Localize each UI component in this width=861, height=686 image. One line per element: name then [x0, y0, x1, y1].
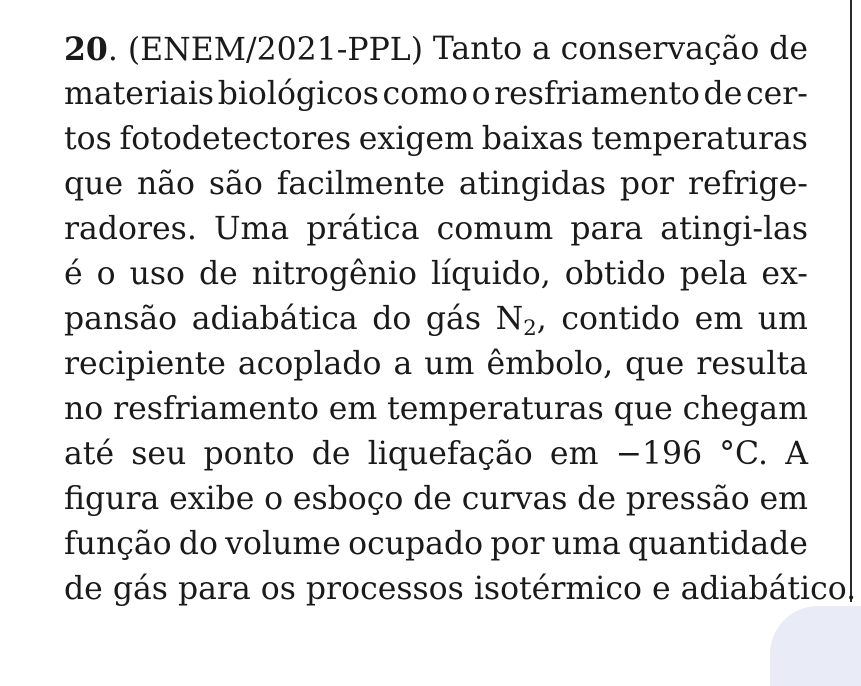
word: refrige- [687, 166, 808, 202]
word: em [759, 481, 808, 517]
word: exigem [358, 121, 474, 157]
word: de [199, 256, 238, 292]
word: no [64, 391, 104, 427]
word: que [613, 391, 673, 427]
question-text [64, 27, 857, 612]
word: como [382, 76, 468, 112]
question-source: (ENEM/2021-PPL) [127, 32, 423, 68]
word: o [471, 76, 491, 112]
word: Uma [213, 211, 290, 247]
text-line-5 [64, 207, 808, 252]
text-line-4 [64, 162, 808, 207]
word: resfriamento [494, 76, 700, 112]
word: obtido [564, 256, 666, 292]
text-line-6 [64, 252, 808, 297]
word: do [178, 526, 218, 562]
word: resfriamento [113, 391, 319, 427]
word: ex- [761, 256, 808, 292]
word: adiabática [191, 301, 358, 337]
chemical-formula [496, 297, 547, 342]
word: comum [436, 211, 554, 247]
formula-subscript: 2 [523, 315, 537, 341]
word: esboço [292, 481, 404, 517]
word: temperaturas [591, 121, 808, 157]
word: a [531, 31, 551, 67]
word: ocupado [348, 526, 484, 562]
word: liquefação [367, 436, 533, 472]
word: gás [425, 301, 482, 337]
word: volume [225, 526, 341, 562]
word: Tanto [432, 31, 523, 67]
word: são [208, 166, 263, 202]
word: exibe [169, 481, 255, 517]
question-number: 20 [64, 31, 108, 68]
word: por [619, 166, 675, 202]
word: quantidade [627, 526, 808, 562]
word: figura [64, 481, 160, 517]
word: de [577, 481, 616, 517]
word: para [570, 211, 644, 247]
text-line-12 [64, 522, 808, 567]
right-border-line [850, 0, 852, 602]
word: um [424, 346, 475, 382]
word: até [64, 436, 115, 472]
text-line-8 [64, 342, 808, 387]
text-line-1 [64, 27, 808, 72]
word: uma [551, 526, 621, 562]
word: baixas [481, 121, 584, 157]
word: pressão [625, 481, 750, 517]
word: líquido, [430, 256, 551, 292]
word: o [264, 481, 284, 517]
temperature-unit: °C. [719, 436, 769, 472]
word: pansão [64, 301, 178, 337]
word: uso [129, 256, 186, 292]
word: conservação [560, 31, 760, 67]
word: materiais [64, 76, 215, 112]
word: atingi-las [660, 211, 808, 247]
word: em [549, 436, 599, 472]
last-line-text: de gás para os processos isotérmico e adiabático. [64, 571, 857, 607]
word: um [757, 301, 808, 337]
word: em [328, 391, 378, 427]
word: atingidas [458, 166, 607, 202]
word: contido [561, 301, 681, 337]
word: A [785, 436, 808, 472]
word: tos [64, 121, 112, 157]
word: em [694, 301, 744, 337]
word: radores. [64, 211, 197, 247]
word: de [413, 481, 452, 517]
word: cer- [745, 76, 808, 112]
word: resulta [696, 346, 808, 382]
text-line-3 [64, 117, 808, 162]
word: a [393, 346, 413, 382]
temperature-value: −196 [615, 436, 703, 472]
word: êmbolo, [486, 346, 614, 382]
text-line-7 [64, 297, 808, 342]
word: temperaturas [387, 391, 604, 427]
word: seu [131, 436, 187, 472]
word: não [136, 166, 196, 202]
word: o [96, 256, 116, 292]
word: fotodetectores [119, 121, 352, 157]
word: facilmente [276, 166, 446, 202]
word: recipiente [64, 346, 226, 382]
word: prática [306, 211, 420, 247]
formula-comma: , [536, 301, 547, 337]
word: função [64, 526, 172, 562]
word: de [703, 76, 743, 112]
word: acoplado [237, 346, 382, 382]
word: que [625, 346, 685, 382]
text-line-9 [64, 387, 808, 432]
text-line-10 [64, 432, 808, 477]
text-line-11 [64, 477, 808, 522]
formula-symbol: N [495, 301, 524, 337]
word: por [490, 526, 545, 562]
word: pela [679, 256, 748, 292]
text-line-2 [64, 72, 808, 117]
word: curvas [461, 481, 568, 517]
word: de [311, 436, 351, 472]
word: é [64, 256, 83, 292]
word: ponto [203, 436, 295, 472]
word: nitrogênio [251, 256, 417, 292]
word: biológicos [217, 76, 379, 112]
word: de [769, 31, 808, 67]
word: do [372, 301, 412, 337]
corner-decoration [770, 606, 861, 686]
word: que [64, 166, 124, 202]
text-line-13 [64, 567, 857, 612]
question-heading: 20. (ENEM/2021-PPL) [64, 31, 423, 68]
word: chegam [682, 391, 808, 427]
